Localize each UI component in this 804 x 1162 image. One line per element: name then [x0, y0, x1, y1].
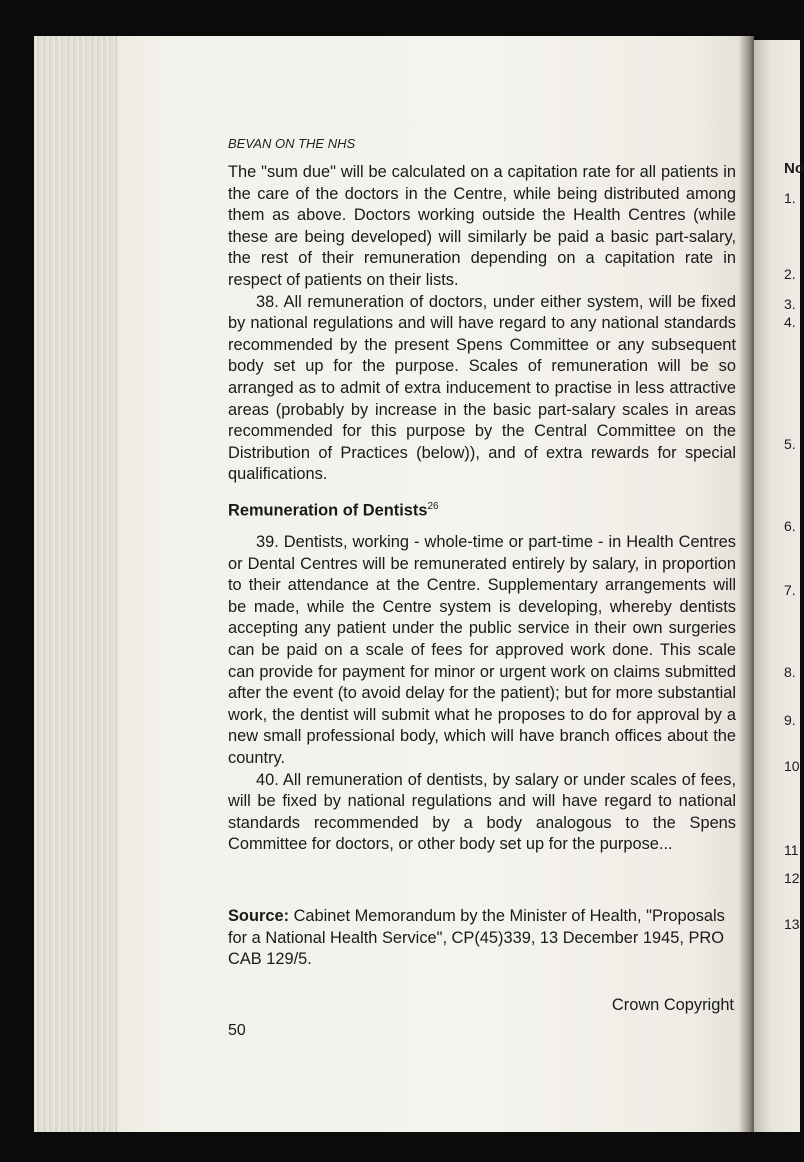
source-citation — [228, 906, 736, 971]
running-head: BEVAN ON THE NHS — [228, 136, 356, 151]
facing-page-heading: No — [784, 160, 804, 177]
paragraph: 39. Dentists, working - whole-time or part-time - in Health Centres or Dental Centres will be remunerated entirely by salary, in proportion to their attendance at the Centre. Supplementary arrangements will be made, while the Centre system is developing, whereby dentists accepting any patient under the public service in their own surgeries can be paid on a scale of fees for approved work done. This scale can provide for payment for minor or urgent work on claims submitted after the event (to avoid delay for the patient); but for more substantial work, the dentist will submit what he proposes to do for approval by a new small professional body, which will have branch offices about the country. — [228, 532, 736, 767]
copyright-notice: Crown Copyright — [611, 996, 734, 1014]
facing-page-number: 4. — [784, 314, 796, 330]
facing-page-number: 12 — [784, 870, 800, 886]
book-gutter — [740, 36, 754, 1132]
facing-page-number: 7. — [784, 582, 796, 598]
footnote-marker: 26 — [427, 500, 439, 512]
section-heading — [228, 496, 736, 522]
facing-page-number: 3. — [784, 296, 796, 312]
facing-page-number: 10 — [784, 758, 800, 774]
paragraph: The "sum due" will be calculated on a capitation rate for all patients in the care of the doctors in the Centre, while being distributed among them as above. Doctors working outside the Health Centres (while these are being developed) will similarly be paid a basic part-salary, the rest of their remuneration depending on a capitation rate in respect of patients on their lists. — [228, 163, 736, 289]
facing-page-number: 2. — [784, 266, 796, 282]
body-text — [228, 162, 736, 856]
facing-page-number: 1. — [784, 190, 796, 206]
source-label: Source: — [228, 907, 290, 925]
paragraph: 40. All remuneration of dentists, by salary or under scales of fees, will be fixed by national regulations and will have regard to national standards recommended by a body analogous to the Spens Committee for doctors, or other body set up for the purpose... — [228, 770, 736, 854]
facing-page-number: 5. — [784, 436, 796, 452]
facing-page-number: 6. — [784, 518, 796, 534]
facing-page-number: 8. — [784, 664, 796, 680]
section-heading-text: Remuneration of Dentists — [228, 501, 428, 520]
page-number: 50 — [228, 1022, 246, 1039]
page-edges — [34, 36, 124, 1132]
facing-page-number: 11 — [784, 842, 799, 858]
paragraph: 38. All remuneration of doctors, under either system, will be fixed by national regulations and will have regard to any national standards recommended by the present Spens Committee or any subsequent body set up for the purpose. Scales of remuneration will be so arranged as to admit of extra inducement to practise in less attractive areas (probably by increase in the basic part-salary scales in areas recommended for this purpose by the Central Committee on the Distribution of Practices (below)), and of extra rewards for special qualifications. — [228, 292, 736, 484]
facing-page-number: 13 — [784, 916, 800, 932]
source-text: Cabinet Memorandum by the Minister of Health, "Proposals for a National Health Service", CP(45)339, 13 December 1945, PRO CAB 129/5. — [228, 907, 725, 969]
facing-page-number: 9. — [784, 712, 796, 728]
